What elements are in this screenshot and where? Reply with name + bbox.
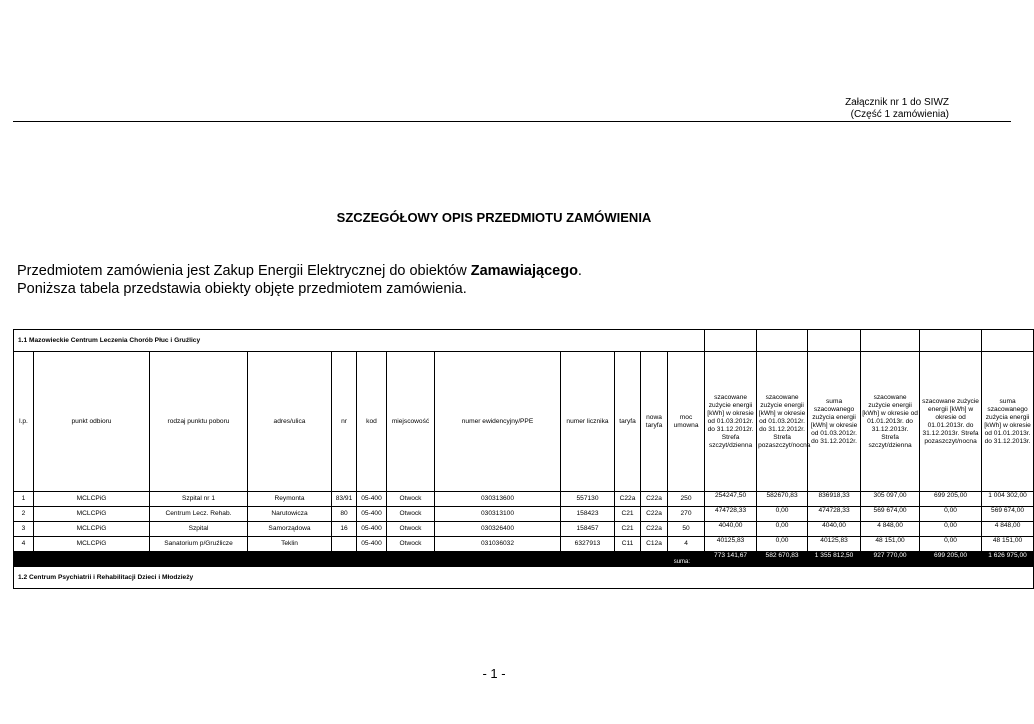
table-cell: Szpital — [150, 522, 248, 537]
table-body — [14, 330, 1034, 589]
table-cell: C21 — [615, 507, 641, 522]
intro-line-1-prefix: Przedmiotem zamówienia jest Zakup Energii Elektrycznej do obiektów — [17, 263, 471, 279]
table-cell: 270 — [668, 507, 705, 522]
table-cell: MCLCPiG — [34, 522, 150, 537]
column-header: szacowane zużycie energii [kWh] w okresie od 01.03.2012r. do 31.12.2012r. Strefa pozaszczyt/nocna — [757, 352, 808, 492]
column-header: rodzaj punktu poboru — [150, 352, 248, 492]
sum-value: 582 670,83 — [757, 552, 808, 567]
table-cell: C21 — [615, 522, 641, 537]
section-row — [14, 330, 1034, 352]
column-header: szacowane zużycie energii [kWh] w okresie od 01.01.2013r. do 31.12.2013r. Strefa szczyt/dzienna — [861, 352, 920, 492]
table-cell: 4 — [14, 537, 34, 552]
sum-value: 699 205,00 — [920, 552, 982, 567]
intro-text — [17, 262, 582, 298]
table-cell: MCLCPiG — [34, 492, 150, 507]
table-cell: 80 — [332, 507, 357, 522]
table-cell: 836918,33 — [808, 492, 861, 507]
table-cell: 699 205,00 — [920, 492, 982, 507]
table-cell: 557130 — [561, 492, 615, 507]
column-header: szacowane zużycie energii [kWh] w okresie od 01.03.2012r. do 31.12.2012r. Strefa szczyt/dzienna — [705, 352, 757, 492]
intro-line-1 — [17, 262, 582, 280]
empty-cell — [920, 330, 982, 352]
column-header: nowa taryfa — [641, 352, 668, 492]
table-cell: 305 097,00 — [861, 492, 920, 507]
empty-cell — [757, 330, 808, 352]
table-cell: 05-400 — [357, 522, 387, 537]
table-cell: C22a — [641, 522, 668, 537]
table-cell: MCLCPiG — [34, 537, 150, 552]
table-cell: 2 — [14, 507, 34, 522]
table-cell: C22a — [641, 492, 668, 507]
table-cell: 250 — [668, 492, 705, 507]
page-number: - 1 - — [482, 666, 506, 681]
table-cell: MCLCPiG — [34, 507, 150, 522]
table-cell: 83/91 — [332, 492, 357, 507]
column-header: suma szacowanego zużycia energii [kWh] w okresie od 01.01.2013r. do 31.12.2013r. — [982, 352, 1034, 492]
table-row — [14, 492, 1034, 507]
sum-value: 773 141,67 — [705, 552, 757, 567]
column-header: numer ewidencyjny/PPE — [435, 352, 561, 492]
section-title-1: 1.1 Mazowieckie Centrum Leczenia Chorób Płuc i Gruźlicy — [14, 330, 705, 352]
column-header: adres/ulica — [248, 352, 332, 492]
table-cell: Samorządowa — [248, 522, 332, 537]
table-cell: 030313100 — [435, 507, 561, 522]
table-cell: 0,00 — [920, 522, 982, 537]
table-cell: 158457 — [561, 522, 615, 537]
table-cell: Teklin — [248, 537, 332, 552]
table-cell: 1 — [14, 492, 34, 507]
sum-label: suma: — [14, 552, 705, 567]
column-header: kod — [357, 352, 387, 492]
table-cell: 158423 — [561, 507, 615, 522]
sum-value: 927 770,00 — [861, 552, 920, 567]
table-cell: 50 — [668, 522, 705, 537]
table-cell: 030326400 — [435, 522, 561, 537]
table-cell: 569 674,00 — [982, 507, 1034, 522]
table-cell: 16 — [332, 522, 357, 537]
table-cell: 474728,33 — [705, 507, 757, 522]
table-cell: Otwock — [387, 522, 435, 537]
column-header: miejscowość — [387, 352, 435, 492]
sum-value: 1 355 812,50 — [808, 552, 861, 567]
table-cell: Otwock — [387, 507, 435, 522]
table-cell: 4040,00 — [808, 522, 861, 537]
table-cell: 48 151,00 — [982, 537, 1034, 552]
table-cell: 48 151,00 — [861, 537, 920, 552]
table-cell: 030313600 — [435, 492, 561, 507]
column-header: moc umowna — [668, 352, 705, 492]
table-cell: 4040,00 — [705, 522, 757, 537]
table-cell: C12a — [641, 537, 668, 552]
table-cell: Narutowicza — [248, 507, 332, 522]
header-divider — [13, 121, 1011, 122]
table-cell: 05-400 — [357, 537, 387, 552]
table-cell: Otwock — [387, 492, 435, 507]
attachment-header — [845, 97, 949, 121]
table-cell: 6327913 — [561, 537, 615, 552]
empty-cell — [808, 330, 861, 352]
table-cell: 0,00 — [757, 537, 808, 552]
table-cell: Szpital nr 1 — [150, 492, 248, 507]
sum-value: 1 626 975,00 — [982, 552, 1034, 567]
table-cell: Sanatorium p/Gruźlicze — [150, 537, 248, 552]
table-cell: Centrum Lecz. Rehab. — [150, 507, 248, 522]
column-header: szacowane zużycie energii [kWh] w okresie od 01.01.2013r. do 31.12.2013r. Strefa pozaszczyt/nocna — [920, 352, 982, 492]
table-row — [14, 522, 1034, 537]
column-header: l.p. — [14, 352, 34, 492]
table-cell: 474728,33 — [808, 507, 861, 522]
intro-line-1-suffix: . — [577, 263, 582, 279]
table-cell: 05-400 — [357, 492, 387, 507]
table-cell: 1 004 302,00 — [982, 492, 1034, 507]
table-cell: C22a — [615, 492, 641, 507]
table-cell: 40125,83 — [705, 537, 757, 552]
section-title-2: 1.2 Centrum Psychiatrii i Rehabilitacji Dzieci i Młodzieży — [14, 567, 1034, 589]
document-title: SZCZEGÓŁOWY OPIS PRZEDMIOTU ZAMÓWIENIA — [336, 210, 652, 225]
column-header: suma szacowanego zużycia energii [kWh] w okresie od 01.03.2012r. do 31.12.2012r. — [808, 352, 861, 492]
table-cell: Reymonta — [248, 492, 332, 507]
table-cell: 05-400 — [357, 507, 387, 522]
objects-table — [13, 329, 1034, 589]
table-cell: 3 — [14, 522, 34, 537]
section-row — [14, 567, 1034, 589]
table-cell: 031036032 — [435, 537, 561, 552]
table-cell: 0,00 — [920, 507, 982, 522]
column-header: numer licznika — [561, 352, 615, 492]
table-cell: 569 674,00 — [861, 507, 920, 522]
attachment-label: Załącznik nr 1 do SIWZ — [845, 97, 949, 108]
table-cell: 4 848,00 — [861, 522, 920, 537]
table-row — [14, 537, 1034, 552]
table-cell — [332, 537, 357, 552]
column-header: taryfa — [615, 352, 641, 492]
empty-cell — [982, 330, 1034, 352]
empty-cell — [705, 330, 757, 352]
header-row — [14, 352, 1034, 492]
table-cell: C11 — [615, 537, 641, 552]
table-cell: Otwock — [387, 537, 435, 552]
intro-line-1-bold: Zamawiającego — [470, 263, 578, 279]
table-cell: 0,00 — [757, 522, 808, 537]
part-label: (Część 1 zamówienia) — [850, 109, 949, 120]
column-header: punkt odbioru — [34, 352, 150, 492]
table-cell: 0,00 — [920, 537, 982, 552]
column-header: nr — [332, 352, 357, 492]
empty-cell — [861, 330, 920, 352]
table-row — [14, 507, 1034, 522]
table-cell: 40125,83 — [808, 537, 861, 552]
table-cell: 254247,50 — [705, 492, 757, 507]
intro-line-2: Poniższa tabela przedstawia obiekty objęte przedmiotem zamówienia. — [17, 281, 467, 297]
table-cell: 582670,83 — [757, 492, 808, 507]
table-cell: 4 — [668, 537, 705, 552]
table-cell: 0,00 — [757, 507, 808, 522]
table-cell: C22a — [641, 507, 668, 522]
sum-row — [14, 552, 1034, 567]
table-cell: 4 848,00 — [982, 522, 1034, 537]
